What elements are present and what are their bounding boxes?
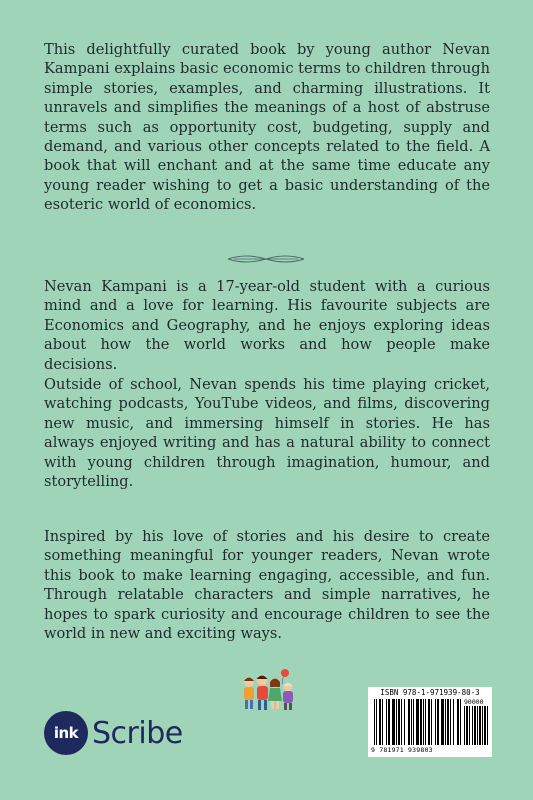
barcode-addon-bars xyxy=(464,706,488,745)
barcode-digits: 9 781971 939803 xyxy=(371,746,433,754)
isbn-text: ISBN 978-1-971939-80-3 xyxy=(380,688,480,697)
author-bio-paragraph: Nevan Kampani is a 17-year-old student with a curious mind and a love for learning. His favourite subjects are Economics and Geography, and he enjoys exploring ideas about how the world works and how people make decisions. xyxy=(44,278,490,373)
publisher-logo-badge: ink xyxy=(44,711,88,755)
barcode-addon-code: 90000 xyxy=(464,698,484,706)
children-illustration-icon xyxy=(240,668,296,712)
barcode-bars xyxy=(374,699,462,745)
publisher-logo-wordmark: Scribe xyxy=(92,715,183,751)
author-bio-paragraph: Outside of school, Nevan spends his time playing cricket, watching podcasts, YouTube videos, and films, discovering new music, and immersing himself in stories. He has always enjoyed writing and has a natural ability to connect with young children through imagination, humour, and storytelling. xyxy=(44,376,490,491)
publisher-logo xyxy=(44,710,183,756)
isbn-barcode xyxy=(368,687,492,757)
book-blurb: This delightfully curated book by young author Nevan Kampani explains basic economic terms to children through simple stories, examples, and charming illustrations. It unravels and simplifies the meanings of a host of abstruse terms such as opportunity cost, budgeting, supply and demand, and various other concepts related to the field. A book that will enchant and at the same time educate any young reader wishing to get a basic understanding of the esoteric world of economics. xyxy=(44,41,490,214)
divider-ornament-icon xyxy=(226,252,306,266)
author-bio-paragraph: Inspired by his love of stories and his desire to create something meaningful for younger readers, Nevan wrote this book to make learning engaging, accessible, and fun. Through relatable characters and simple narratives, he hopes to spark curiosity and encourage children to see the world in new and exciting ways. xyxy=(44,528,490,643)
